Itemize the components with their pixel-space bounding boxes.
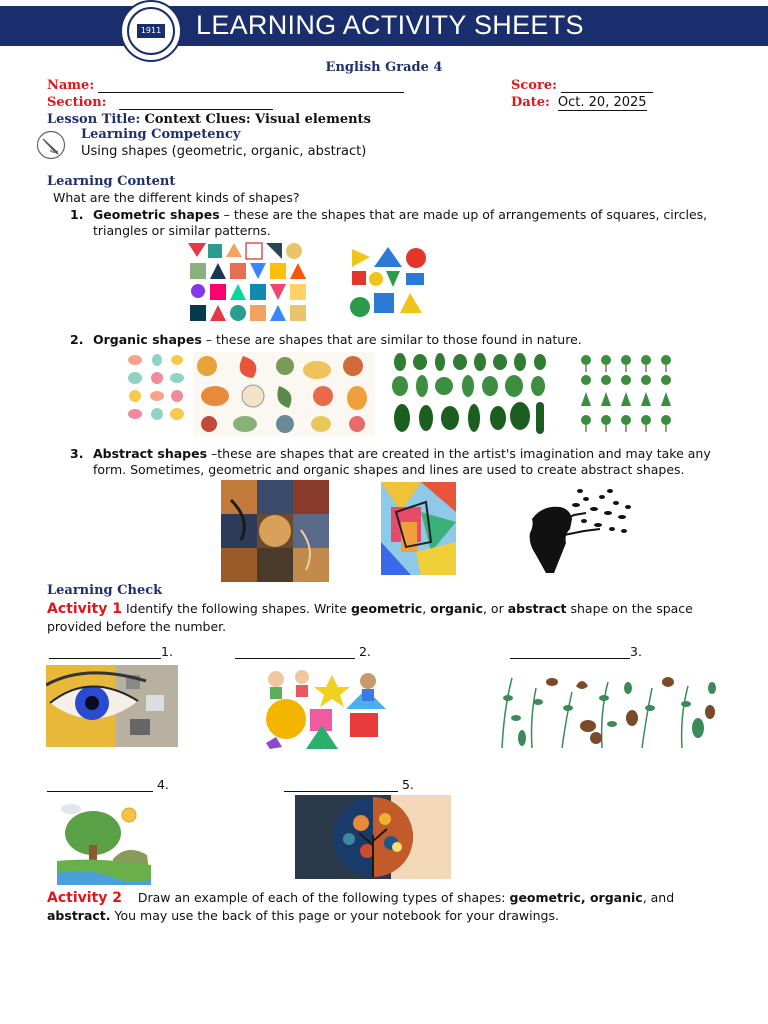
sheet-title: LEARNING ACTIVITY SHEETS: [196, 10, 584, 40]
answer-blank-3[interactable]: 3.: [510, 644, 642, 659]
abstract-tree-face-image: [524, 485, 636, 575]
name-field[interactable]: [98, 78, 404, 93]
abstract-tree-portrait-image: [295, 795, 451, 879]
list-item-abstract: 3. Abstract shapes –these are shapes that are created in the artist's imagination and may take any form. Sometimes, geometric and organic shapes and lines are used to create abstract shapes.: [70, 446, 711, 477]
section-field[interactable]: [119, 95, 273, 110]
abstract-art-image-2: [381, 482, 456, 575]
answer-blank-2[interactable]: 2.: [235, 644, 371, 659]
pencil-hand-icon: [36, 130, 66, 160]
lesson-title-label: Lesson Title:: [47, 112, 141, 127]
competency-heading: Learning Competency: [81, 127, 241, 142]
activity1-instructions: Activity 1 Identify the following shapes. Write geometric, organic, or abstract shape on the space provided before the number.: [47, 601, 693, 634]
list-item-geometric: 1. Geometric shapes – these are the shapes that are made up of arrangements of squares, circles, triangles or similar patterns.: [70, 207, 708, 238]
organic-leaves-image: [388, 352, 552, 438]
activity2-instructions: Activity 2 Draw an example of each of the following types of shapes: geometric, organic, and abstract. You may use the back of this page or your notebook for your drawings.: [47, 890, 679, 923]
name-row: [47, 78, 404, 93]
score-field[interactable]: [561, 78, 653, 93]
organic-shapes-image-2: [193, 352, 375, 436]
learning-content-heading: Learning Content: [47, 174, 176, 189]
list-item-organic: 2. Organic shapes – these are shapes that are similar to those found in nature.: [70, 332, 582, 347]
answer-blank-1[interactable]: 1.: [49, 644, 173, 659]
score-label: Score:: [511, 78, 557, 93]
date-row: [511, 95, 647, 110]
abstract-art-image-1: [221, 480, 329, 582]
section-row: [47, 95, 273, 110]
section-label: Section:: [47, 95, 107, 110]
lesson-title-value: Context Clues: Visual elements: [144, 112, 371, 127]
answer-blank-4[interactable]: 4.: [47, 777, 169, 792]
date-label: Date:: [511, 95, 550, 110]
subject-title: English Grade 4: [325, 60, 443, 75]
date-value: Oct. 20, 2025: [557, 95, 647, 110]
competency-text: Using shapes (geometric, organic, abstract): [81, 144, 367, 159]
school-seal-logo: 1911: [120, 0, 182, 62]
name-label: Name:: [47, 78, 95, 93]
learning-check-heading: Learning Check: [47, 583, 163, 598]
abstract-eye-image: [46, 665, 178, 747]
lesson-title-row: [47, 112, 371, 127]
organic-trees-image: [578, 352, 674, 436]
tree-landscape-image: [57, 799, 151, 885]
score-row: [511, 78, 653, 93]
geometric-pattern-image-2: [350, 247, 428, 321]
geometric-pattern-image-1: [186, 241, 308, 325]
answer-blank-5[interactable]: 5.: [284, 777, 414, 792]
organic-shapes-image-1: [125, 352, 187, 432]
content-question: What are the different kinds of shapes?: [53, 190, 300, 205]
kids-geometric-shapes-image: [246, 665, 392, 749]
organic-plants-image: [492, 668, 722, 752]
